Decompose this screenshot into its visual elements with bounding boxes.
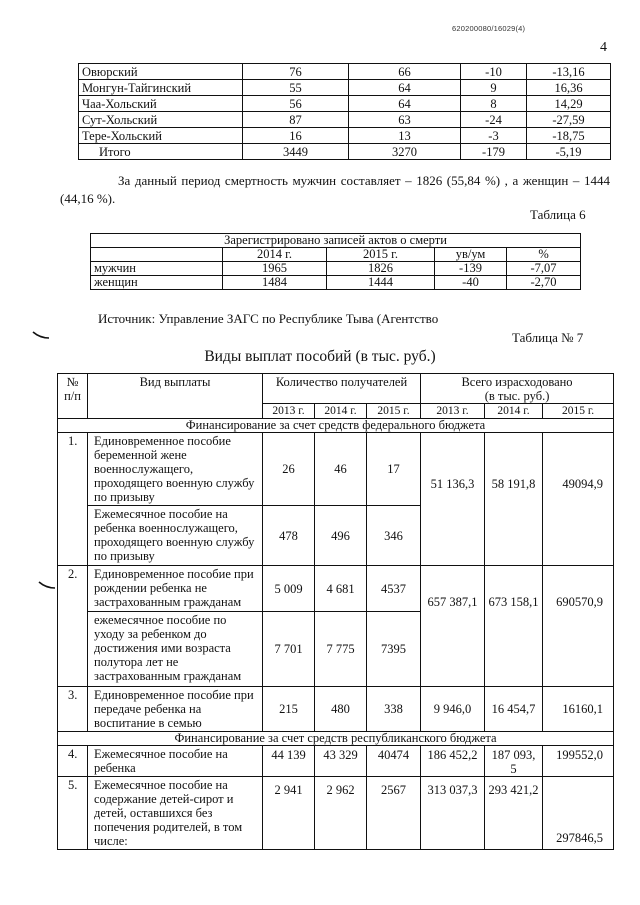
benefit-description: ежемесячное пособие по уходу за ребенком до достижения ими возраста полутора лет не застрахованным гражданам	[88, 612, 263, 687]
district-name: Овюрский	[79, 64, 243, 80]
margin-tick-mark	[38, 580, 56, 590]
district-name: Сут-Хольский	[79, 112, 243, 128]
spent-2013: 51 136,3	[421, 433, 485, 566]
recipients-2015: 4537	[367, 566, 421, 612]
header-spent-2015: 2015 г.	[543, 404, 614, 419]
total-row	[79, 144, 611, 160]
benefit-description: Ежемесячное пособие на ребенка	[88, 746, 263, 777]
value-2015: 13	[349, 128, 461, 144]
spent-2014: 58 191,8	[485, 433, 543, 566]
value-2014: 3449	[243, 144, 349, 160]
value-2015: 63	[349, 112, 461, 128]
margin-tick-mark	[32, 330, 50, 340]
cell-2014: 1965	[223, 262, 327, 276]
header-num: № п/п	[58, 374, 88, 419]
spent-2015: 297846,5	[543, 777, 614, 850]
value-2014: 55	[243, 80, 349, 96]
recipients-2015: 346	[367, 506, 421, 566]
district-name: Монгун-Тайгинский	[79, 80, 243, 96]
table6-header: Зарегистрировано записей актов о смерти	[91, 234, 581, 248]
recipients-2015: 40474	[367, 746, 421, 777]
table7-label: Таблица № 7	[512, 330, 584, 345]
cell-diff: -40	[435, 276, 507, 290]
row-label: мужчин	[91, 262, 223, 276]
row-number: 5.	[58, 777, 88, 850]
cell-diff: -139	[435, 262, 507, 276]
spent-2014: 673 158,1	[485, 566, 543, 687]
recipients-2013: 478	[263, 506, 315, 566]
header-rec-2013: 2013 г.	[263, 404, 315, 419]
cell-2014: 1484	[223, 276, 327, 290]
table6-col-2015: 2015 г.	[327, 248, 435, 262]
recipients-2015: 17	[367, 433, 421, 506]
district-row	[79, 112, 611, 128]
district-row	[79, 96, 611, 112]
table6-label: Таблица 6	[530, 207, 586, 222]
district-row	[79, 128, 611, 144]
recipients-2015: 7395	[367, 612, 421, 687]
value-diff: -10	[461, 64, 527, 80]
value-diff: 8	[461, 96, 527, 112]
spent-2015: 16160,1	[543, 687, 614, 732]
cell-pct: -7,07	[507, 262, 581, 276]
spent-2013: 186 452,2	[421, 746, 485, 777]
recipients-2013: 7 701	[263, 612, 315, 687]
paragraph-line-2: (44,16 %).	[60, 191, 116, 206]
district-row	[79, 80, 611, 96]
recipients-2014: 7 775	[315, 612, 367, 687]
section-republic: Финансирование за счет средств республиканского бюджета	[58, 732, 614, 746]
section-federal: Финансирование за счет средств федерального бюджета	[58, 419, 614, 433]
value-2015: 64	[349, 80, 461, 96]
value-diff: -179	[461, 144, 527, 160]
spent-2014: 16 454,7	[485, 687, 543, 732]
recipients-2013: 2 941	[263, 777, 315, 850]
value-2015: 3270	[349, 144, 461, 160]
header-spent-2014: 2014 г.	[485, 404, 543, 419]
value-pct: 14,29	[527, 96, 611, 112]
recipients-2014: 46	[315, 433, 367, 506]
spent-2013: 9 946,0	[421, 687, 485, 732]
value-2015: 66	[349, 64, 461, 80]
recipients-2013: 44 139	[263, 746, 315, 777]
benefit-description: Единовременное пособие при рождении ребенка не застрахованным гражданам	[88, 566, 263, 612]
benefit-description: Ежемесячное пособие на ребенка военнослужащего, проходящего военную службу по призыву	[88, 506, 263, 566]
source-note: Источник: Управление ЗАГС по Республике Тыва (Агентство	[98, 311, 439, 326]
table6-col-2014: 2014 г.	[223, 248, 327, 262]
spent-2015: 49094,9	[543, 433, 614, 566]
recipients-2014: 2 962	[315, 777, 367, 850]
spent-2014: 187 093, 5	[485, 746, 543, 777]
value-2014: 16	[243, 128, 349, 144]
recipients-2013: 5 009	[263, 566, 315, 612]
cell-2015: 1444	[327, 276, 435, 290]
table6-row-men	[91, 262, 581, 276]
benefit-description: Единовременное пособие беременной жене военнослужащего, проходящего военную службу по призыву	[88, 433, 263, 506]
header-type: Вид выплаты	[88, 374, 263, 419]
table7-title: Виды выплат пособий (в тыс. руб.)	[204, 348, 436, 365]
cell-pct: -2,70	[507, 276, 581, 290]
value-2014: 56	[243, 96, 349, 112]
cell-2015: 1826	[327, 262, 435, 276]
row-number: 4.	[58, 746, 88, 777]
page-number: 4	[600, 40, 607, 55]
header-rec-2014: 2014 г.	[315, 404, 367, 419]
death-records-table	[90, 233, 581, 290]
table6-col-diff: ув/ум	[435, 248, 507, 262]
table6-row-women	[91, 276, 581, 290]
table6-corner	[91, 248, 223, 262]
district-name: Тере-Хольский	[79, 128, 243, 144]
header-spent-2013: 2013 г.	[421, 404, 485, 419]
benefit-description: Единовременное пособие при передаче ребенка на воспитание в семью	[88, 687, 263, 732]
recipients-2013: 26	[263, 433, 315, 506]
row-number: 3.	[58, 687, 88, 732]
recipients-2015: 2567	[367, 777, 421, 850]
header-recipients: Количество получателей	[263, 374, 421, 404]
district-name: Итого	[79, 144, 243, 160]
recipients-2014: 43 329	[315, 746, 367, 777]
recipients-2014: 480	[315, 687, 367, 732]
value-2015: 64	[349, 96, 461, 112]
table6-col-pct: %	[507, 248, 581, 262]
paragraph-line-1: За данный период смертность мужчин составляет – 1826 (55,84 %) , а женщин – 1444	[118, 173, 610, 188]
benefits-table	[57, 373, 614, 850]
recipients-2014: 496	[315, 506, 367, 566]
spent-2014: 293 421,2	[485, 777, 543, 850]
recipients-2015: 338	[367, 687, 421, 732]
value-diff: -3	[461, 128, 527, 144]
document-id: 620200080/16029(4)	[452, 24, 526, 33]
district-deaths-table	[78, 63, 611, 160]
recipients-2014: 4 681	[315, 566, 367, 612]
header-spent: Всего израсходовано (в тыс. руб.)	[421, 374, 614, 404]
spent-2015: 690570,9	[543, 566, 614, 687]
benefit-description: Ежемесячное пособие на содержание детей-сирот и детей, оставшихся без попечения родителей, в том числе:	[88, 777, 263, 850]
value-pct: 16,36	[527, 80, 611, 96]
district-row	[79, 64, 611, 80]
value-pct: -13,16	[527, 64, 611, 80]
row-label: женщин	[91, 276, 223, 290]
row-number: 2.	[58, 566, 88, 687]
value-pct: -27,59	[527, 112, 611, 128]
row-number: 1.	[58, 433, 88, 566]
mortality-paragraph	[60, 172, 610, 208]
value-pct: -5,19	[527, 144, 611, 160]
spent-2013: 657 387,1	[421, 566, 485, 687]
header-rec-2015: 2015 г.	[367, 404, 421, 419]
value-2014: 76	[243, 64, 349, 80]
spent-2013: 313 037,3	[421, 777, 485, 850]
value-pct: -18,75	[527, 128, 611, 144]
value-2014: 87	[243, 112, 349, 128]
spent-2015: 199552,0	[543, 746, 614, 777]
value-diff: -24	[461, 112, 527, 128]
value-diff: 9	[461, 80, 527, 96]
district-name: Чаа-Хольский	[79, 96, 243, 112]
recipients-2013: 215	[263, 687, 315, 732]
